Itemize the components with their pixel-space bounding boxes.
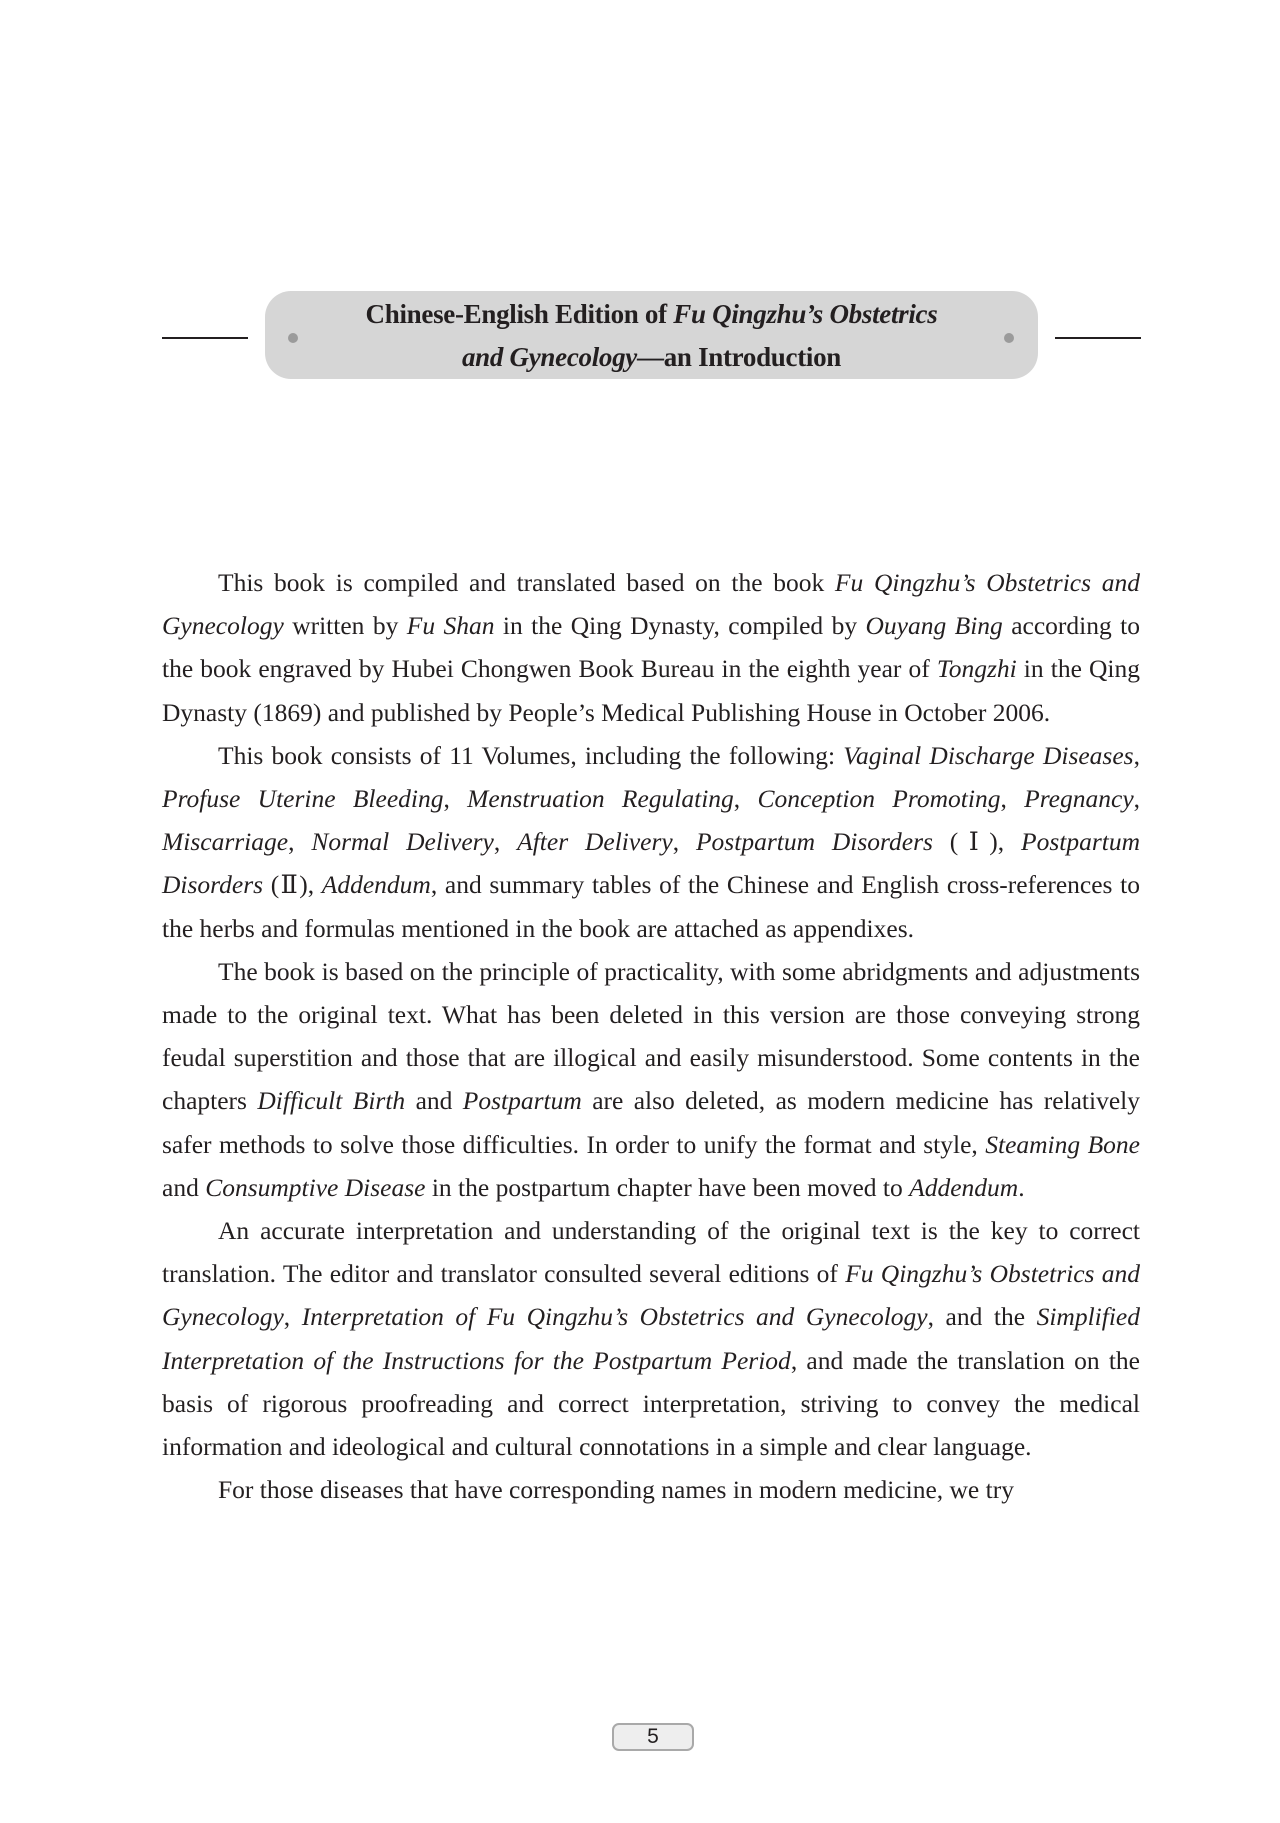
italic-title: Normal Delivery (311, 827, 494, 857)
italic-title: Postpartum (462, 1086, 582, 1116)
italic-title: Consumptive Disease (205, 1172, 426, 1202)
paragraph (162, 1209, 1140, 1468)
italic-title: Fu Qingzhu’s Obstetrics and Gynecology (162, 1259, 1140, 1332)
title-line-2: and Gynecology—an Introduction (461, 342, 842, 372)
italic-title: Ouyang Bing (865, 611, 1003, 641)
italic-title: After Delivery (517, 827, 673, 857)
italic-title: Pregnancy (1024, 784, 1134, 814)
text-run: For those diseases that have corresponding names in modern medicine, we try (218, 1475, 1014, 1505)
text-run: written by (283, 611, 407, 641)
text-run: , and made the translation on the basis of rigorous proofreading and correct interpretation, striving to convey the medical information and ideological and cultural connotations in a simple and clear language. (162, 1345, 1140, 1462)
italic-title: Interpretation of Fu Qingzhu’s Obstetrics and Gynecology (301, 1302, 928, 1332)
paragraph (162, 950, 1140, 1209)
text-run: , (443, 784, 468, 814)
italic-title: Fu Shan (406, 611, 495, 641)
italic-title: Conception Promoting (757, 784, 1001, 814)
text-run: are also deleted, as modern medicine has relatively safer methods to solve those difficulties. In order to unify the format and style, (162, 1086, 1140, 1159)
text-run: according to the book engraved by Hubei Chongwen Book Bureau in the eighth year of (162, 611, 1140, 684)
text-run: and (405, 1086, 463, 1116)
italic-title: Miscarriage (162, 827, 289, 857)
paragraph (162, 734, 1140, 950)
italic-title: Simplified Interpretation of the Instructions for the Postpartum Period (162, 1302, 1140, 1375)
text-run: , (1000, 784, 1025, 814)
text-run: . (1018, 1172, 1025, 1202)
text-run: , (283, 1302, 302, 1332)
paragraph (162, 561, 1140, 734)
text-run: , (288, 827, 312, 857)
text-run: in the postpartum chapter have been moved to (425, 1172, 910, 1202)
italic-title: Addendum (321, 870, 431, 900)
text-run: , (1133, 784, 1141, 814)
italic-title: Addendum (909, 1172, 1019, 1202)
text-run: The book is based on the principle of practicality, with some abridgments and adjustments made to the original text. What has been deleted in this version are those conveying strong feudal superstition and those that are illogical and easily misunderstood. Some contents in the chapters (162, 956, 1140, 1116)
italic-title: Menstruation Regulating (467, 784, 734, 814)
heading-left-rule (162, 337, 248, 339)
text-run: This book is compiled and translated based on the book (218, 568, 835, 597)
page-number: 5 (612, 1723, 694, 1751)
italic-title: Fu Qingzhu’s Obstetrics and Gynecology (162, 568, 1140, 641)
italic-title: Postpartum Disorders (695, 827, 933, 857)
text-run: , and summary tables of the Chinese and English cross-references to the herbs and formulas mentioned in the book are attached as appendixes. (162, 870, 1140, 943)
text-run: , (733, 784, 758, 814)
text-run: in the Qing Dynasty (1869) and published by People’s Medical Publishing House in October 2006. (162, 654, 1140, 727)
text-run: An accurate interpretation and understanding of the original text is the key to correct translation. The editor and translator consulted several editions of (162, 1216, 1140, 1289)
body-text (162, 561, 1140, 1511)
heading-right-rule (1055, 337, 1141, 339)
text-run: , (672, 827, 696, 857)
text-run: , (493, 827, 518, 857)
text-run: (Ⅰ), (932, 827, 1022, 857)
italic-title: Steaming Bone (985, 1129, 1140, 1159)
text-run: (Ⅱ), (263, 870, 322, 900)
italic-title: Tongzhi (936, 654, 1017, 684)
text-run: , (1133, 740, 1140, 770)
text-run: in the Qing Dynasty, compiled by (494, 611, 866, 641)
page-title (265, 293, 1038, 379)
italic-title: Profuse Uterine Bleeding (162, 784, 444, 814)
italic-title: Vaginal Discharge Diseases (843, 740, 1134, 770)
paragraph (162, 1468, 1140, 1511)
text-run: This book consists of 11 Volumes, including the following: (218, 740, 844, 770)
italic-title: Postpartum Disorders (162, 827, 1141, 900)
text-run: , and the (927, 1302, 1037, 1332)
text-run: and (162, 1172, 206, 1202)
title-line-1: Chinese-English Edition of Fu Qingzhu’s Obstetrics (365, 299, 938, 329)
italic-title: Difficult Birth (257, 1086, 406, 1116)
